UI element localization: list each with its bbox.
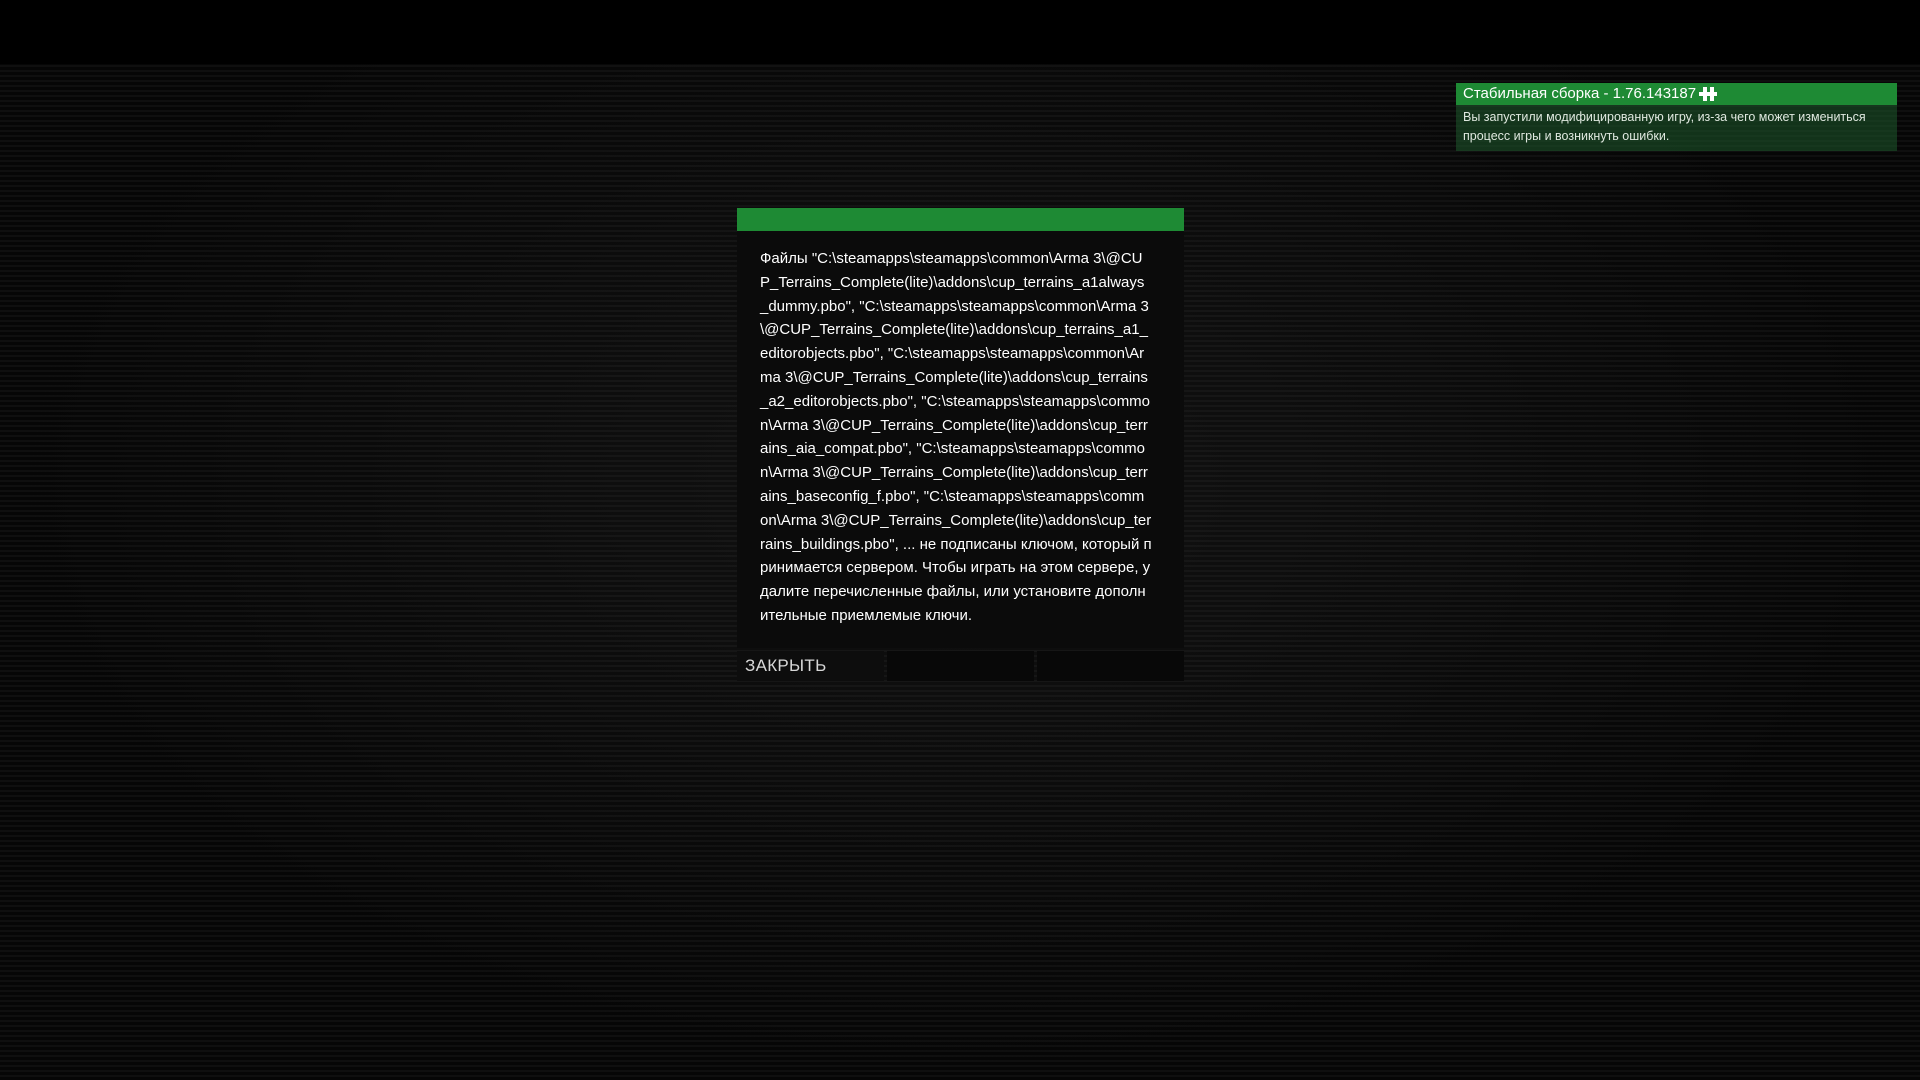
close-button[interactable]: ЗАКРЫТЬ — [737, 651, 884, 681]
build-notice — [1456, 83, 1897, 151]
empty-button-slot — [887, 651, 1034, 681]
dialog-message: Файлы "C:\steamapps\steamapps\common\Arma 3\@CUP_Terrains_Complete(lite)\addons\cup_terrains_a1always_dummy.pbo", "C:\steamapps\steamapps\common\Arma 3\@CUP_Terrains_Complete(lite)\addons\cup_terrains_a1_editorobjects.pbo", "C:\steamapps\steamapps\common\Arma 3\@CUP_Terrains_Complete(lite)\addons\cup_terrains_a2_editorobjects.pbo", "C:\steamapps\steamapps\common\Arma 3\@CUP_Terrains_Complete(lite)\addons\cup_terrains_aia_compat.pbo", "C:\steamapps\steamapps\common\Arma 3\@CUP_Terrains_Complete(lite)\addons\cup_terrains_baseconfig_f.pbo", "C:\steamapps\steamapps\common\Arma 3\@CUP_Terrains_Complete(lite)\addons\cup_terrains_buildings.pbo", ... не подписаны ключом, который принимается сервером. Чтобы играть на этом сервере, удалите перечисленные файлы, или установите дополнительные приемлемые ключи. — [737, 231, 1184, 648]
mod-icon — [1699, 87, 1717, 101]
dialog-button-row — [737, 651, 1184, 681]
dialog-title-bar — [737, 208, 1184, 231]
top-letterbox-bar — [0, 0, 1920, 64]
mod-warning-text: Вы запустили модифицированную игру, из-за чего может измениться процесс игры и возникнуть ошибки. — [1456, 105, 1897, 151]
build-version-label: Стабильная сборка - 1.76.143187 — [1463, 85, 1697, 102]
build-notice-header — [1456, 83, 1897, 105]
empty-button-slot — [1037, 651, 1184, 681]
signature-error-dialog — [737, 208, 1184, 681]
